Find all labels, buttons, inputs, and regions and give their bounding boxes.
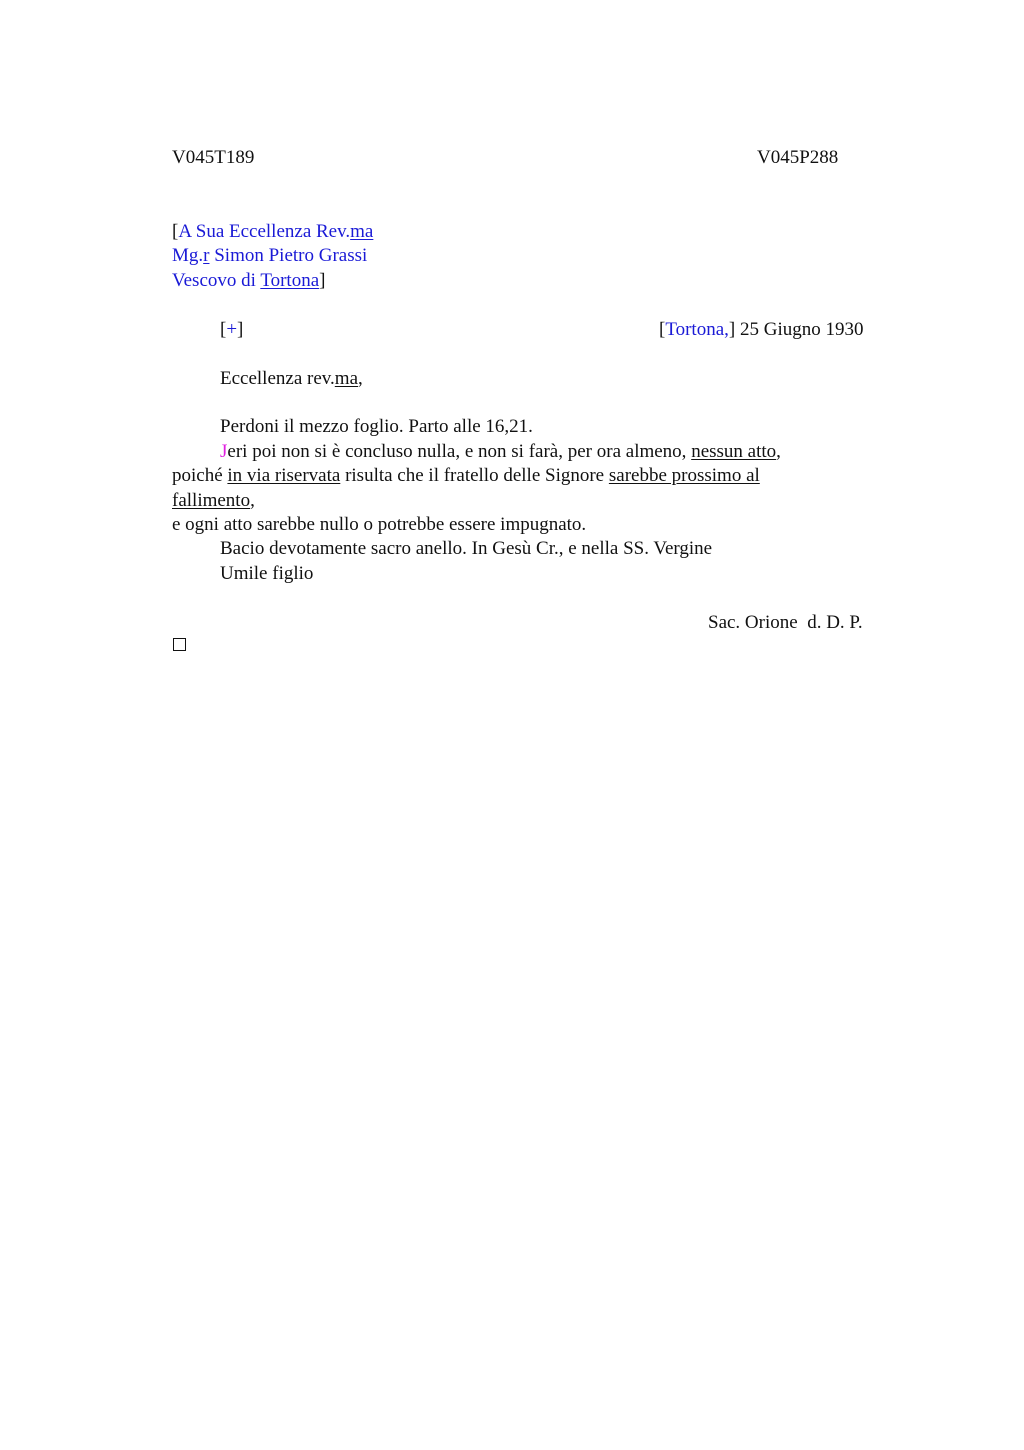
dateline-place: Tortona,	[665, 319, 729, 340]
address-honorific-abbrev: r	[203, 245, 210, 266]
body-line-3: poiché in via riservata risulta che il fratello delle Signore sarebbe prossimo al	[172, 465, 760, 486]
body-line-6: Bacio devotamente sacro anello. In Gesù Cr., e nella SS. Vergine	[220, 538, 713, 559]
address-city: Tortona	[260, 270, 320, 291]
drop-initial: J	[220, 441, 228, 462]
address-title-abbrev: ma	[350, 221, 374, 242]
body-line-2: Jeri poi non si è concluso nulla, e non si farà, per ora almeno, nessun atto,	[220, 441, 781, 462]
left-archive-code: V045T189	[172, 147, 255, 168]
right-archive-code: V045P288	[757, 147, 839, 168]
bracket-open: [	[172, 221, 179, 242]
dateline: [Tortona,] 25 Giugno 1930	[659, 319, 864, 340]
address-line-1	[172, 220, 373, 244]
underlined-phrase: nessun atto	[691, 441, 777, 462]
cross-icon: +	[226, 319, 238, 340]
underlined-phrase: fallimento	[172, 490, 251, 511]
address-honorific: Mg.	[172, 245, 204, 266]
salutation-abbrev: ma	[334, 368, 359, 389]
underlined-phrase: in via riservata	[227, 465, 341, 486]
signature: Sac. Orione d. D. P.	[708, 612, 863, 633]
body-line-1: Perdoni il mezzo foglio. Parto alle 16,21.	[220, 416, 533, 437]
body-line-4: fallimento,	[172, 490, 255, 511]
address-name: Simon Pietro Grassi	[209, 245, 368, 266]
bracket-close: ]	[319, 270, 326, 291]
salutation: Eccellenza rev.ma,	[220, 368, 363, 389]
body-line-5: e ogni atto sarebbe nullo o potrebbe essere impugnato.	[172, 514, 587, 535]
address-title: A Sua Eccellenza Rev.	[178, 221, 351, 242]
empty-square-icon	[173, 638, 186, 651]
address-line-2	[172, 244, 367, 268]
address-role: Vescovo di	[172, 270, 261, 291]
cross-mark: [+]	[220, 319, 244, 340]
underlined-phrase: sarebbe prossimo al	[608, 465, 760, 486]
dateline-date: 25 Giugno 1930	[735, 319, 864, 340]
closing: Umile figlio	[220, 563, 314, 584]
address-line-3	[172, 269, 325, 293]
